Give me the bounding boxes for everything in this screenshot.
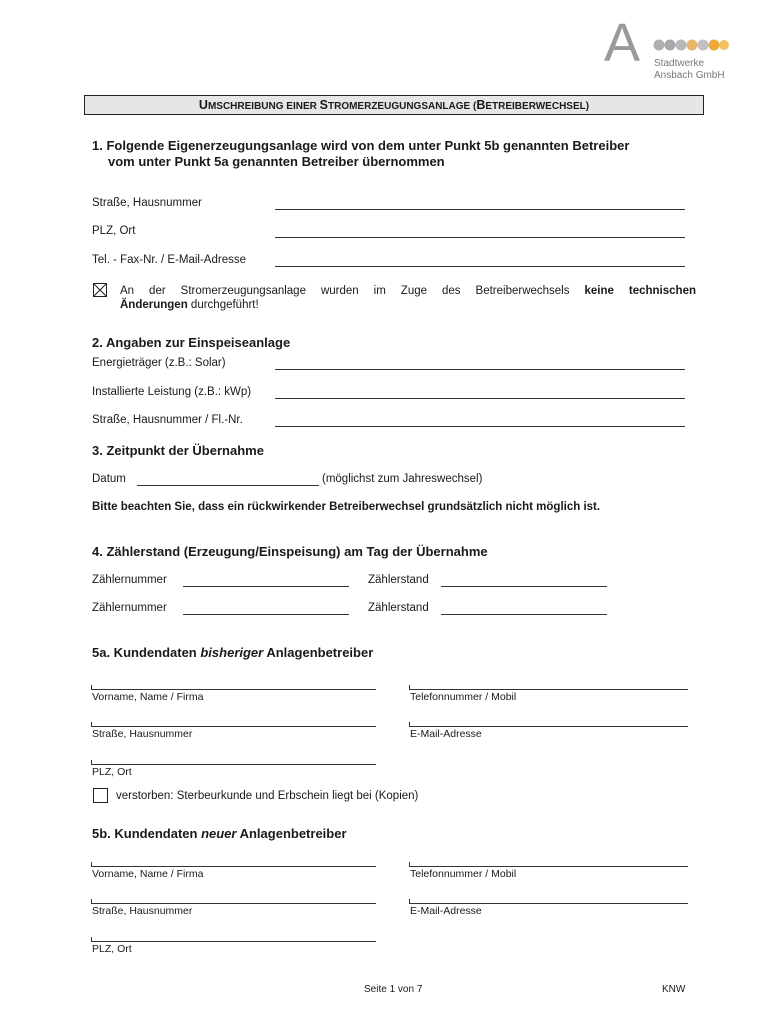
s4-meter-reading-field-1[interactable] (441, 586, 607, 587)
s3-date-label: Datum (92, 473, 126, 485)
s2-address-field[interactable] (275, 426, 685, 427)
section3-heading: 3. Zeitpunkt der Übernahme (92, 443, 264, 458)
s4-meter-number-field-1[interactable] (183, 586, 349, 587)
s1-tel-label: Tel. - Fax-Nr. / E-Mail-Adresse (92, 254, 246, 266)
s5a-email-field[interactable] (409, 726, 688, 727)
s4-meter-reading-label-1: Zählerstand (368, 574, 429, 586)
s5a-name-label: Vorname, Name / Firma (92, 691, 204, 703)
s3-notice: Bitte beachten Sie, dass ein rückwirkender Betreiberwechsel grundsätzlich nicht möglich ist. (92, 501, 601, 513)
s4-meter-number-label-2: Zählernummer (92, 602, 167, 614)
section5b-heading: 5b. Kundendaten neuer Anlagenbetreiber (92, 826, 347, 841)
form-title: UMSCHREIBUNG EINER STROMERZEUGUNGSANLAGE (BETREIBERWECHSEL) (198, 98, 590, 112)
deceased-label: verstorben: Sterbeurkunde und Erbschein liegt bei (Kopien) (116, 790, 419, 802)
deceased-checkbox[interactable] (93, 788, 108, 803)
s5b-plz-field[interactable] (91, 941, 376, 942)
no-technical-changes-text-line2: Änderungen durchgeführt! (120, 299, 259, 311)
s4-meter-number-label-1: Zählernummer (92, 574, 167, 586)
s5a-street-label: Straße, Hausnummer (92, 728, 193, 740)
s5a-name-field[interactable] (91, 689, 376, 690)
s5a-street-field[interactable] (91, 726, 376, 727)
s5a-plz-label: PLZ, Ort (92, 766, 132, 778)
s5b-name-label: Vorname, Name / Firma (92, 868, 204, 880)
logo-text-line2: Ansbach GmbH (654, 70, 725, 81)
s4-meter-reading-label-2: Zählerstand (368, 602, 429, 614)
s5b-email-label: E-Mail-Adresse (410, 905, 482, 917)
s5a-phone-label: Telefonnummer / Mobil (410, 691, 517, 703)
form-title-box (84, 95, 704, 115)
logo-dots-icon (652, 38, 730, 52)
s5b-street-label: Straße, Hausnummer (92, 905, 193, 917)
s5b-phone-label: Telefonnummer / Mobil (410, 868, 517, 880)
page-number: Seite 1 von 7 (364, 984, 423, 995)
s2-energy-label: Energieträger (z.B.: Solar) (92, 357, 226, 369)
s1-street-label: Straße, Hausnummer (92, 197, 202, 209)
s4-meter-number-field-2[interactable] (183, 614, 349, 615)
s5b-email-field[interactable] (409, 903, 688, 904)
section2-heading: 2. Angaben zur Einspeiseanlage (92, 335, 291, 350)
s2-power-label: Installierte Leistung (z.B.: kWp) (92, 386, 252, 398)
s5b-phone-field[interactable] (409, 866, 688, 867)
s5b-plz-label: PLZ, Ort (92, 943, 132, 955)
s5a-plz-field[interactable] (91, 764, 376, 765)
s3-date-hint: (möglichst zum Jahreswechsel) (322, 473, 483, 485)
company-logo (604, 13, 734, 88)
section1-heading-line1: 1. Folgende Eigenerzeugungsanlage wird von dem unter Punkt 5b genannten Betreiber (92, 138, 630, 153)
s2-energy-field[interactable] (275, 369, 685, 370)
s5a-email-label: E-Mail-Adresse (410, 728, 482, 740)
s1-tel-field[interactable] (275, 266, 685, 267)
cross-icon (94, 284, 106, 296)
s5a-phone-field[interactable] (409, 689, 688, 690)
footer-code: KNW (662, 984, 686, 995)
s5b-street-field[interactable] (91, 903, 376, 904)
s2-address-label: Straße, Hausnummer / Fl.-Nr. (92, 414, 243, 426)
no-technical-changes-checkbox[interactable] (93, 283, 107, 297)
s2-power-field[interactable] (275, 398, 685, 399)
s5b-name-field[interactable] (91, 866, 376, 867)
logo-text-line1: Stadtwerke (654, 58, 705, 69)
s4-meter-reading-field-2[interactable] (441, 614, 607, 615)
section1-heading-line2: vom unter Punkt 5a genannten Betreiber übernommen (108, 154, 445, 169)
s1-plz-field[interactable] (275, 237, 685, 238)
s1-plz-label: PLZ, Ort (92, 225, 136, 237)
section4-heading: 4. Zählerstand (Erzeugung/Einspeisung) am Tag der Übernahme (92, 544, 488, 559)
no-technical-changes-text-line1: An der Stromerzeugungsanlage wurden im Zuge des Betreiberwechsels keine technischen (120, 285, 696, 297)
s3-date-field[interactable] (137, 485, 319, 486)
s1-street-field[interactable] (275, 209, 685, 210)
section5a-heading: 5a. Kundendaten bisheriger Anlagenbetreiber (92, 645, 374, 660)
logo-letter: A (604, 13, 641, 73)
